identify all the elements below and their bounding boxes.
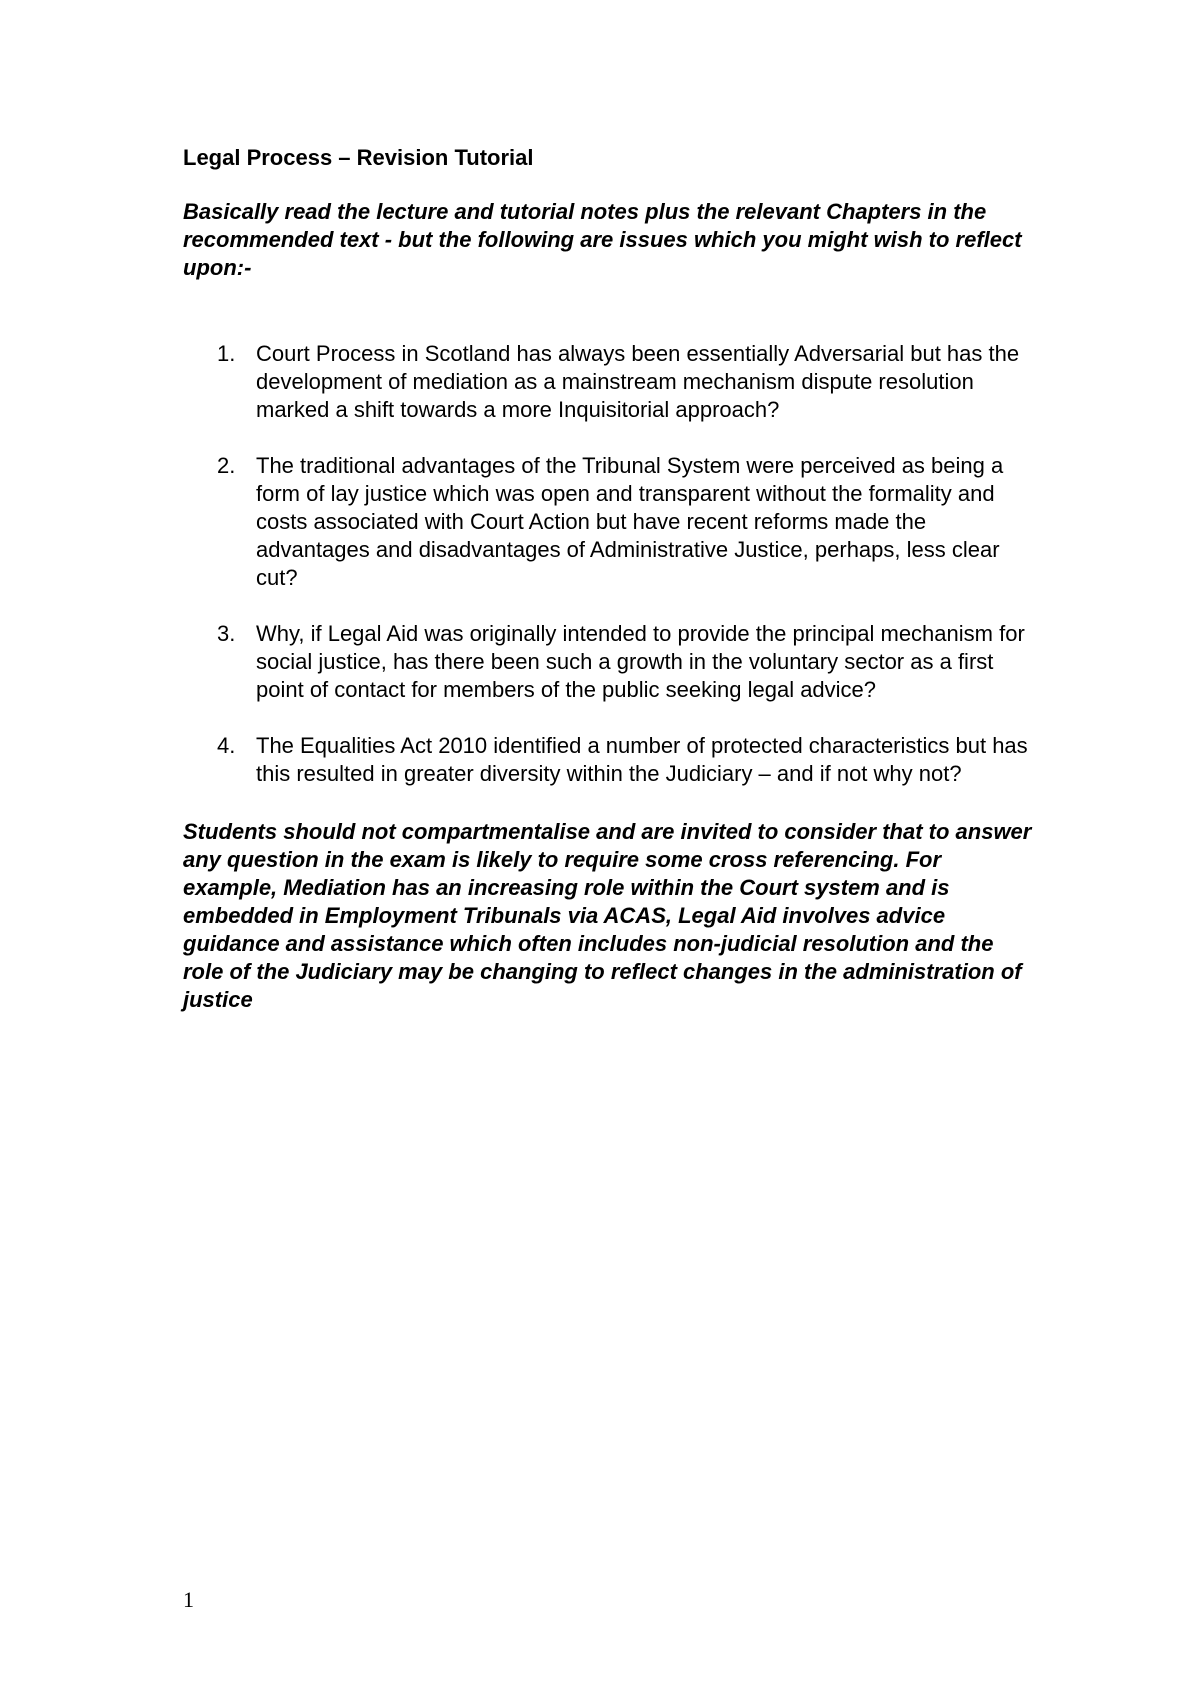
list-item [183,620,1033,704]
list-item-number: 4. [217,733,236,758]
list-item [183,732,1033,788]
closing-paragraph: Students should not compartmentalise and are invited to consider that to answer any question in the exam is likely to require some cross referencing. For example, Mediation has an increasing role within the Court system and is embedded in Employment Tribunals via ACAS, Legal Aid involves advice guidance and assistance which often includes non-judicial resolution and the role of the Judiciary may be changing to reflect changes in the administration of justice [183,819,1032,1012]
list-item [183,452,1033,592]
list-item [183,340,1033,424]
intro-paragraph: Basically read the lecture and tutorial notes plus the relevant Chapters in the recommended text - but the following are issues which you might wish to reflect upon:- [183,199,1022,280]
list-item-number: 3. [217,621,236,646]
list-item-number: 2. [217,453,236,478]
list-item-number: 1. [217,341,236,366]
list-item-text: The traditional advantages of the Tribunal System were perceived as being a form of lay justice which was open and transparent without the formality and costs associated with Court Action but have recent reforms made the advantages and disadvantages of Administrative Justice, perhaps, less clear cut? [256,453,1004,590]
list-item-text: The Equalities Act 2010 identified a number of protected characteristics but has this resulted in greater diversity within the Judiciary – and if not why not? [256,733,1028,786]
page-number: 1 [183,1587,194,1612]
list-item-text: Court Process in Scotland has always been essentially Adversarial but has the development of mediation as a mainstream mechanism dispute resolution marked a shift towards a more Inquisitorial approach? [256,341,1020,422]
list-item-text: Why, if Legal Aid was originally intended to provide the principal mechanism for social justice, has there been such a growth in the voluntary sector as a first point of contact for members of the public seeking legal advice? [256,621,1025,702]
document-body [183,144,1033,1014]
question-list [183,340,1033,788]
document-title: Legal Process – Revision Tutorial [183,145,534,170]
